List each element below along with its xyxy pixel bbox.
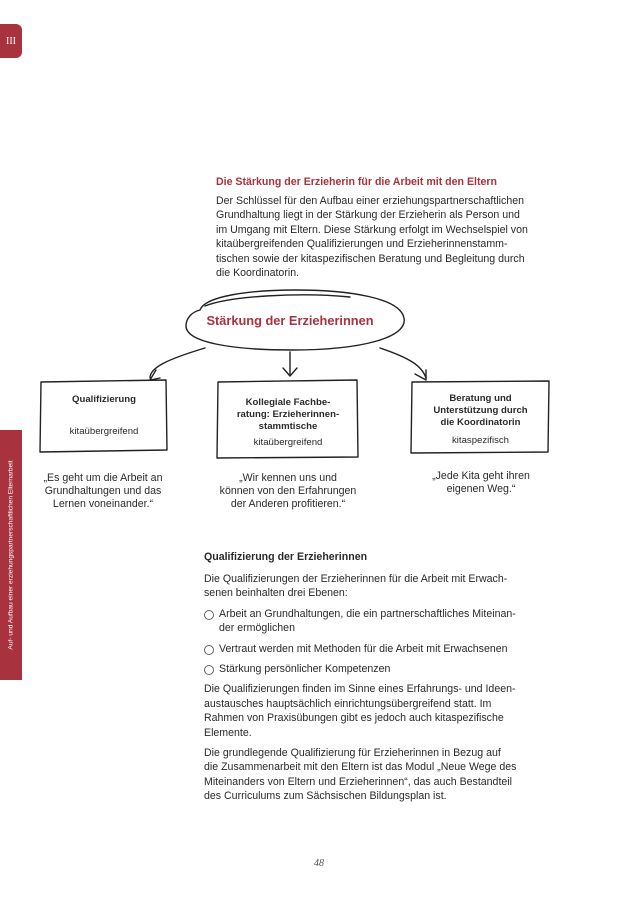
text-line: austausches hauptsächlich einrichtungsübergreifend statt. Im (204, 697, 492, 710)
arrow-right (380, 348, 426, 378)
quote-line: der Anderen profitieren.“ (230, 498, 346, 510)
section2-intro (204, 572, 558, 601)
text-line: tischen sowie der kitaspezifischen Beratung und Begleitung durch (216, 252, 525, 265)
box-title: ratung: Erzieherinnen- (236, 409, 340, 420)
section2-paragraph-2 (204, 682, 558, 740)
section2-body (204, 572, 558, 810)
box-kollegiale-fachberatung (218, 397, 358, 449)
box-title: Kollegiale Fachbe- (245, 397, 331, 408)
text-line: Die Qualifizierungen finden im Sinne eines Erfahrungs- und Ideen- (204, 683, 516, 696)
quote-line: eigenen Weg.“ (446, 483, 516, 495)
bullet-item (204, 662, 558, 676)
text-line: Die Qualifizierungen der Erzieherinnen für die Arbeit mit Erwach- (204, 573, 508, 585)
section1-heading: Die Stärkung der Erzieherin für die Arbeit mit den Eltern (216, 176, 497, 188)
quote-line: „Es geht um die Arbeit an (43, 472, 163, 484)
box-title: die Koordinatorin (440, 417, 521, 428)
section2-paragraph-3 (204, 746, 558, 804)
box-title: Unterstützung durch (433, 405, 528, 416)
sidebar-title: Auf- und Aufbau einer erziehungspartnerschaftlichen Elternarbeit (7, 460, 15, 650)
quote-right (408, 470, 554, 496)
text-line: die Zusammenarbeit mit den Eltern ist das Modul „Neue Wege des (204, 761, 517, 774)
quote-line: Lernen voneinander.“ (52, 498, 154, 510)
text-line: im Umgang mit Eltern. Diese Stärkung erfolgt im Wechselspiel von (216, 223, 528, 236)
text-line: Elemente. (204, 726, 252, 739)
bullet-item (204, 642, 558, 656)
quote-line: können von den Erfahrungen (219, 485, 357, 497)
quote-line: „Wir kennen uns und (239, 472, 337, 484)
text-line: Arbeit an Grundhaltungen, die ein partnerschaftliches Miteinan- (219, 607, 516, 620)
arrow-left-head (150, 370, 160, 380)
text-line: Stärkung persönlicher Kompetenzen (219, 663, 391, 676)
text-line: Der Schlüssel für den Aufbau einer erziehungspartnerschaftlichen (216, 195, 524, 207)
text-line: Miteinanders von Eltern und Erzieherinnen“, das auch Bestandteil (204, 775, 512, 788)
box-title: stammtische (258, 421, 318, 432)
page-number: 48 (314, 858, 324, 869)
box-beratung (412, 393, 549, 447)
box-qualifizierung (41, 394, 167, 438)
chapter-number: III (6, 35, 16, 47)
arrow-left (150, 348, 205, 378)
quote-left (30, 472, 176, 511)
box-subtitle: kitaübergreifend (253, 437, 323, 448)
diagram-center-label: Stärkung der Erzieherinnen (206, 313, 374, 328)
quote-line: „Jede Kita geht ihren (432, 470, 530, 482)
box-subtitle: kitaspezifisch (451, 435, 510, 446)
bullet-circle-icon (204, 645, 214, 655)
text-line: des Curriculums zum Sächsischen Bildungsplan ist. (204, 790, 447, 803)
text-line: der ermöglichen (219, 622, 295, 635)
text-line: die Koordinatorin. (216, 267, 300, 280)
text-line: Die grundlegende Qualifizierung für Erzieherinnen in Bezug auf (204, 747, 501, 760)
text-line: senen beinhalten drei Ebenen: (204, 587, 348, 600)
box-subtitle: kitaübergreifend (69, 426, 139, 437)
box-title: Beratung und (449, 393, 512, 404)
box-title: Qualifizierung (72, 394, 136, 405)
quote-middle (200, 472, 376, 511)
bullet-circle-icon (204, 610, 214, 620)
quote-line: Grundhaltungen und das (44, 485, 162, 497)
text-line: Rahmen von Praxisübungen gibt es jedoch auch kitaspezifische (204, 712, 504, 725)
section2-heading: Qualifizierung der Erzieherinnen (204, 551, 368, 563)
bullet-item (204, 607, 558, 636)
bullet-circle-icon (204, 665, 214, 675)
text-line: Grundhaltung liegt in der Stärkung der Erzieherin als Person und (216, 209, 520, 222)
text-line: Vertraut werden mit Methoden für die Arbeit mit Erwachsenen (219, 642, 508, 655)
text-line: kitaübergreifenden Qualifizierungen und Erzieherinnenstamm- (216, 238, 508, 251)
